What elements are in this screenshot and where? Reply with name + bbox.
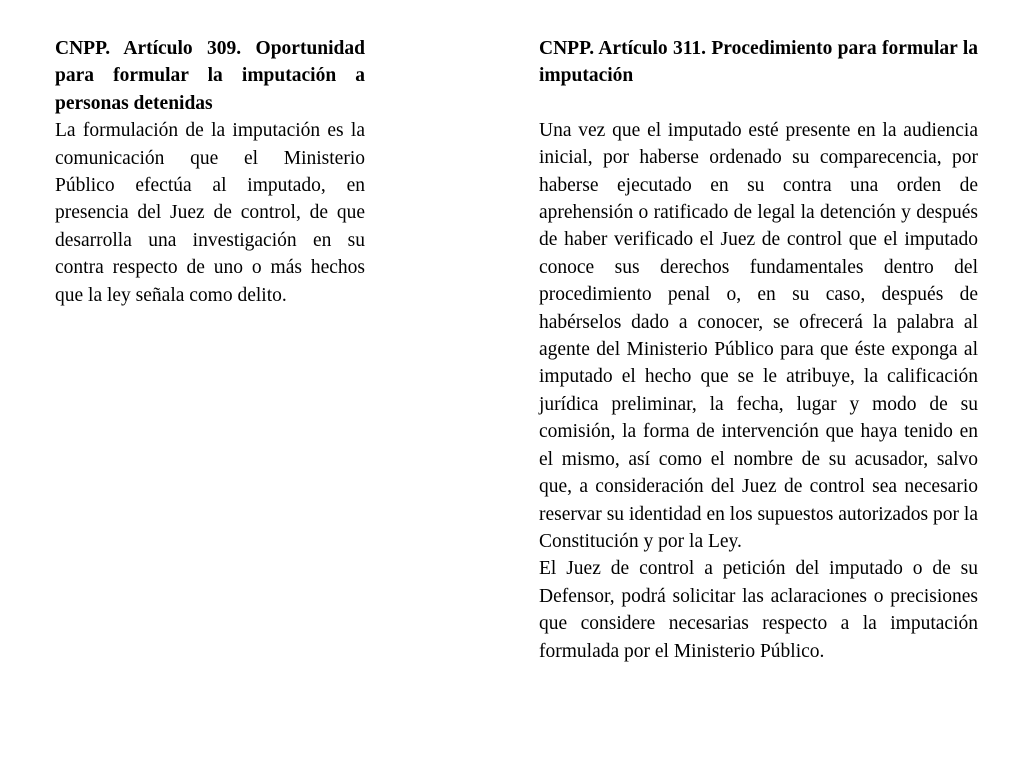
left-article (55, 35, 365, 309)
article-311-paragraph-1: Una vez que el imputado esté presente en la audiencia inicial, por haberse ordenado su comparecencia, por haberse ejecutado en su contra una orden de aprehensión o ratificado de legal la detención y después de haber verificado el Juez de control que el imputado conoce sus derechos fundamentales dentro del procedimiento penal o, en su caso, después de habérselos dado a conocer, se ofrecerá la palabra al agente del Ministerio Público para que éste exponga al imputado el hecho que se le atribuye, la calificación jurídica preliminar, la fecha, lugar y modo de su comisión, la forma de intervención que haya tenido en el mismo, así como el nombre de su acusador, salvo que, a consideración del Juez de control sea necesario reservar su identidad en los supuestos autorizados por la Constitución y por la Ley. (539, 119, 978, 552)
paragraph-spacer (539, 90, 978, 117)
article-311-title: CNPP. Artículo 311. Procedimiento para formular la imputación (539, 38, 978, 87)
right-article (539, 35, 978, 665)
article-309-body: La formulación de la imputación es la comunicación que el Ministerio Público efectúa al imputado, en presencia del Juez de control, de que desarrolla una investigación en su contra respecto de uno o más hechos que la ley señala como delito. (55, 120, 365, 306)
article-309-title: CNPP. Artículo 309. Oportunidad para formular la imputación a personas detenidas (55, 38, 365, 114)
article-311-paragraph-2: El Juez de control a petición del imputado o de su Defensor, podrá solicitar las aclaraciones o precisiones que considere necesarias respecto a la imputación formulada por el Ministerio Público. (539, 558, 978, 662)
